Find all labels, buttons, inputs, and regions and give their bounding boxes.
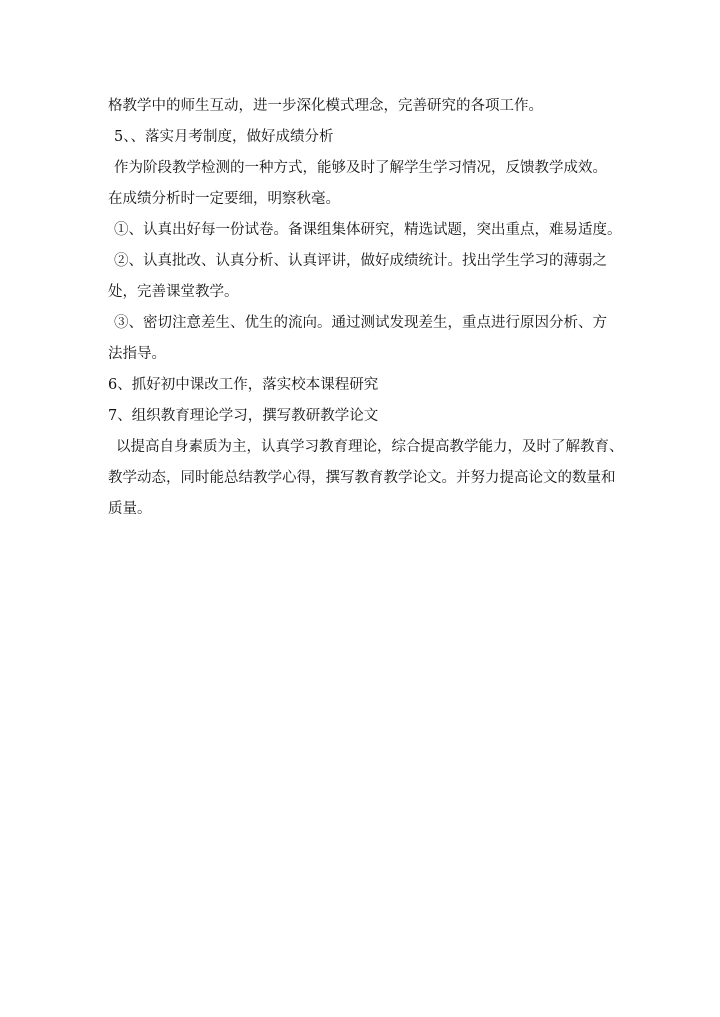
paragraph-line: 法指导。 [108, 346, 166, 362]
section-heading-5: 5、、落实月考制度，做好成绩分析 [114, 129, 334, 145]
paragraph-line: 教学动态，同时能总结教学心得，撰写教育教学论文。并努力提高论文的数量和 [108, 470, 616, 486]
paragraph-line: 质量。 [108, 501, 152, 517]
document-body [108, 91, 628, 525]
paragraph-line: 在成绩分析时一定要细，明察秋毫。 [108, 191, 340, 207]
list-item-1: ①、认真出好每一份试卷。备课组集体研究，精选试题，突出重点，难易适度。 [114, 222, 622, 238]
paragraph-line: 处，完善课堂教学。 [108, 284, 239, 300]
list-item-2: ②、认真批改、认真分析、认真评讲，做好成绩统计。找出学生学习的薄弱之 [114, 253, 607, 269]
list-item-3: ③、密切注意差生、优生的流向。通过测试发现差生，重点进行原因分析、方 [114, 315, 607, 331]
section-heading-7: 7、组织教育理论学习，撰写教研教学论文 [108, 408, 379, 424]
paragraph-line: 作为阶段教学检测的一种方式，能够及时了解学生学习情况，反馈教学成效。 [114, 160, 607, 176]
section-heading-6: 6、抓好初中课改工作，落实校本课程研究 [108, 377, 379, 393]
paragraph-line: 格教学中的师生互动，进一步深化模式理念，完善研究的各项工作。 [108, 98, 543, 114]
paragraph-line: 以提高自身素质为主，认真学习教育理论，综合提高教学能力，及时了解教育、 [116, 439, 624, 455]
